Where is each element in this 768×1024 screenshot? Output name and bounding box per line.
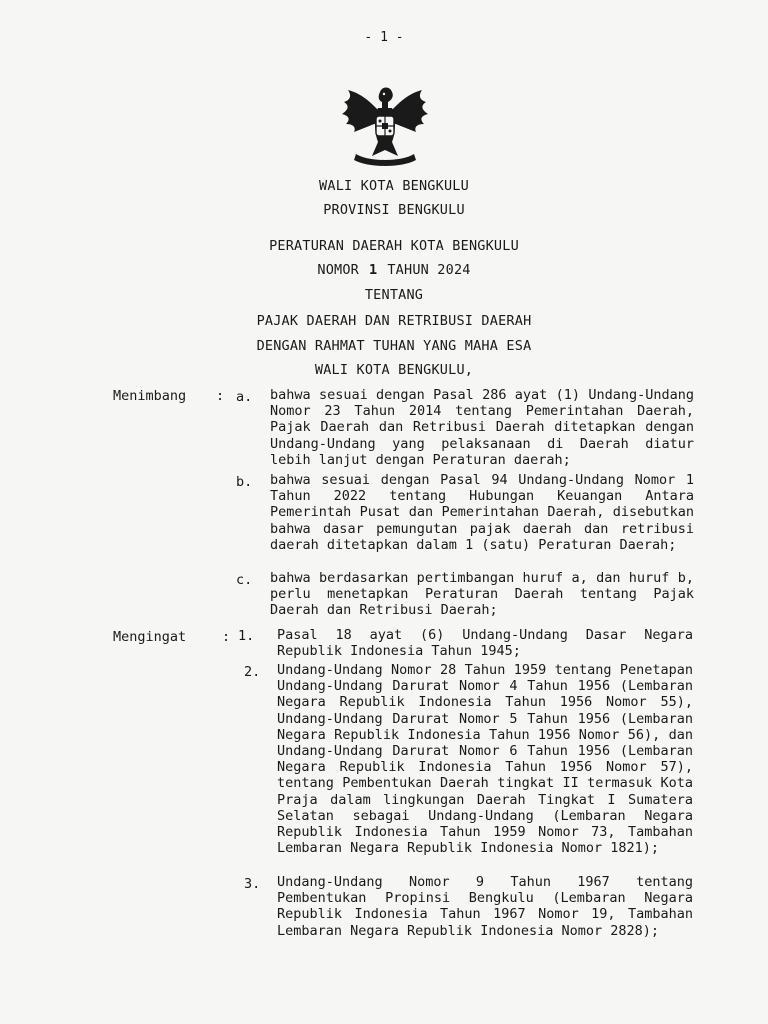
recalling-text-3: Undang-Undang Nomor 9 Tahun 1967 tentang Pembentukan Propinsi Bengkulu (Lembaran Negara Republik Indonesia Tahun 1967 Nomor 19, Tambahan Lembaran Negara Republik Indonesia Nomor 2828);: [277, 874, 693, 939]
number-year: TAHUN 2024: [387, 262, 471, 278]
header-regulation: PERATURAN DAERAH KOTA BENGKULU: [269, 238, 519, 254]
header-number-line: [0, 262, 768, 278]
recalling-colon: :: [222, 629, 231, 645]
header-mayor-title: WALI KOTA BENGKULU: [319, 178, 469, 194]
number-label: NOMOR: [317, 262, 360, 278]
page-number: - 1 -: [364, 30, 404, 45]
recalling-marker-1: 1.: [238, 628, 255, 644]
garuda-emblem-icon: [338, 84, 432, 168]
recalling-marker-2: 2.: [244, 664, 261, 680]
header-mayor-title-2: WALI KOTA BENGKULU,: [314, 362, 474, 378]
recalling-marker-3: 3.: [244, 876, 261, 892]
number-value: 1: [369, 262, 378, 278]
considering-marker-c: c.: [236, 572, 253, 588]
considering-text-b: bahwa sesuai dengan Pasal 94 Undang-Undang Nomor 1 Tahun 2022 tentang Hubungan Keuangan Antara Pemerintah Pusat dan Pemerintahan Daerah, disebutkan bahwa dasar pemungutan pajak daerah dan retribusi daerah ditetapkan dalam 1 (satu) Peraturan Daerah;: [270, 472, 694, 553]
header-grace: DENGAN RAHMAT TUHAN YANG MAHA ESA: [256, 338, 532, 354]
considering-marker-a: a.: [236, 389, 253, 405]
considering-label: Menimbang: [113, 388, 187, 404]
considering-colon: :: [216, 388, 225, 404]
recalling-text-1: Pasal 18 ayat (6) Undang-Undang Dasar Negara Republik Indonesia Tahun 1945;: [277, 627, 693, 660]
recalling-text-2: Undang-Undang Nomor 28 Tahun 1959 tentang Penetapan Undang-Undang Darurat Nomor 4 Tahun 1956 (Lembaran Negara Republik Indonesia Tahun 1956 Nomor 55), Undang-Undang Darurat Nomor 5 Tahun 1956 (Lembaran Negara Republik Indonesia Tahun 1956 Nomor 56), dan Undang-Undang Darurat Nomor 6 Tahun 1956 (Lembaran Negara Republik Indonesia Tahun 1956 Nomor 57), tentang Pembentukan Daerah tingkat II termasuk Kota Praja dalam lingkungan Daerah Tingkat I Sumatera Selatan sebagai Undang-Undang (Lembaran Negara Republik Indonesia Tahun 1959 Nomor 73, Tambahan Lembaran Negara Republik Indonesia Nomor 1821);: [277, 662, 693, 857]
considering-marker-b: b.: [236, 474, 253, 490]
header-province: PROVINSI BENGKULU: [323, 202, 465, 218]
recalling-label: Mengingat: [113, 629, 187, 645]
considering-text-c: bahwa berdasarkan pertimbangan huruf a, dan huruf b, perlu menetapkan Peraturan Daerah tentang Pajak Daerah dan Retribusi Daerah;: [270, 570, 694, 619]
header-about: TENTANG: [364, 287, 424, 303]
header-subject: PAJAK DAERAH DAN RETRIBUSI DAERAH: [256, 313, 532, 329]
considering-text-a: bahwa sesuai dengan Pasal 286 ayat (1) Undang-Undang Nomor 23 Tahun 2014 tentang Pemerintahan Daerah, Pajak Daerah dan Retribusi Daerah ditetapkan dengan Undang-Undang yang pelaksanaan di Daerah diatur lebih lanjut dengan Peraturan daerah;: [270, 387, 694, 468]
